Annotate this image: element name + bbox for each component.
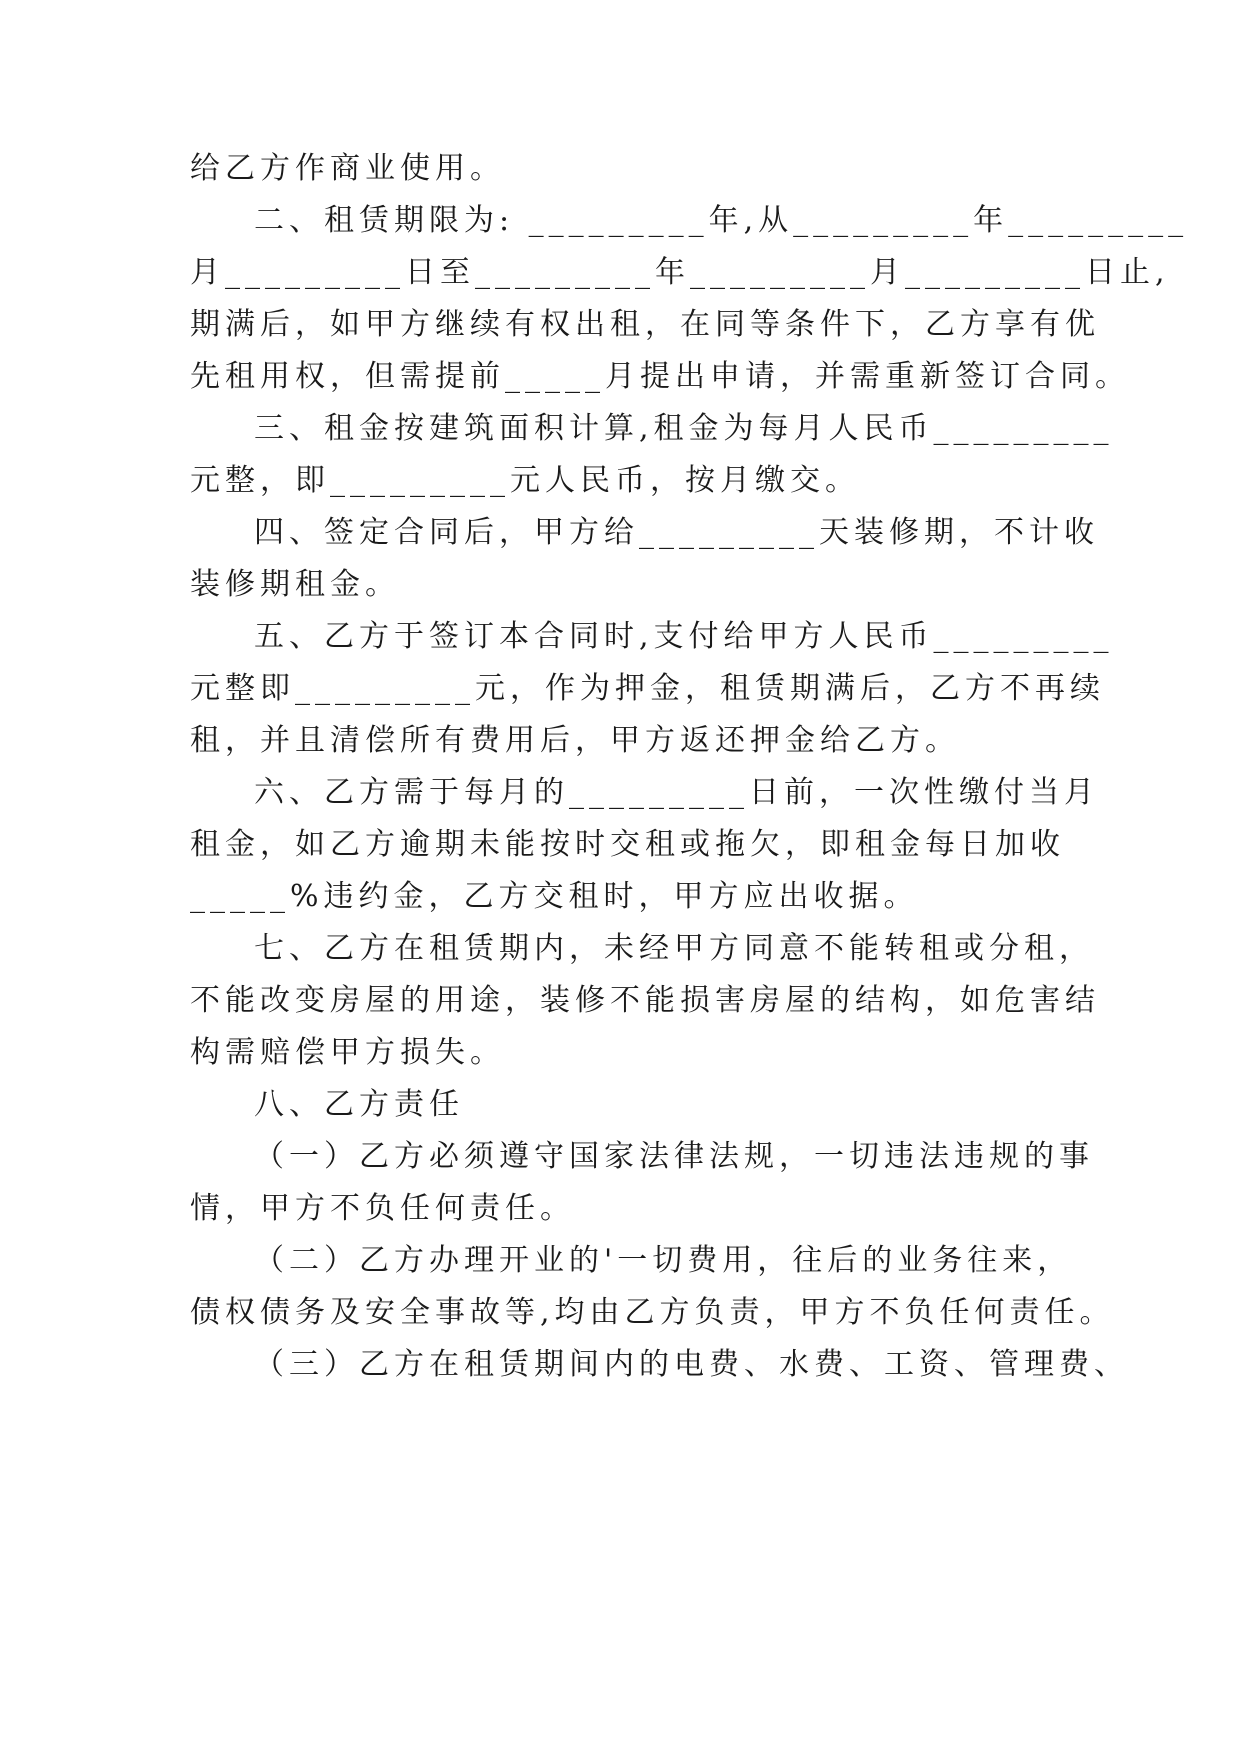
text-line: 租，并且清偿所有费用后，甲方返还押金给乙方。	[190, 723, 960, 758]
text-line: 月_________日至_________年_________月_________日止,	[190, 255, 1170, 290]
text-line: 二、租赁期限为: _________年,从_________年_________	[254, 203, 1189, 238]
text-line: 五、乙方于签订本合同时,支付给甲方人民币_________	[254, 619, 1114, 654]
text-line: 构需赔偿甲方损失。	[190, 1035, 505, 1070]
text-line: 元整，即_________元人民币，按月缴交。	[190, 463, 860, 498]
text-line: 给乙方作商业使用。	[190, 151, 505, 186]
text-line: 元整即_________元，作为押金，租赁期满后，乙方不再续	[190, 671, 1105, 706]
text-line: 装修期租金。	[190, 567, 400, 602]
text-line: 三、租金按建筑面积计算,租金为每月人民币_________	[254, 411, 1114, 446]
text-line: _____%违约金，乙方交租时，甲方应出收据。	[190, 879, 919, 914]
text-line: 七、乙方在租赁期内，未经甲方同意不能转租或分租，	[254, 931, 1094, 966]
text-line: 不能改变房屋的用途，装修不能损害房屋的结构，如危害结	[190, 983, 1100, 1018]
text-line: 先租用权，但需提前_____月提出申请，并需重新签订合同。	[190, 359, 1130, 394]
text-line: 租金，如乙方逾期未能按时交租或拖欠，即租金每日加收	[190, 827, 1065, 862]
text-line: 债权债务及安全事故等,均由乙方负责，甲方不负任何责任。	[190, 1295, 1115, 1330]
text-line: 期满后，如甲方继续有权出租，在同等条件下，乙方享有优	[190, 307, 1100, 342]
text-line: 情，甲方不负任何责任。	[190, 1191, 575, 1226]
text-line: 四、签定合同后，甲方给_________天装修期，不计收	[254, 515, 1099, 550]
text-line: 六、乙方需于每月的_________日前，一次性缴付当月	[254, 775, 1099, 810]
text-line: （二）乙方办理开业的'一切费用，往后的业务往来，	[254, 1243, 1073, 1278]
text-line: （一）乙方必须遵守国家法律法规，一切违法违规的事	[254, 1139, 1094, 1174]
section-heading: 八、乙方责任	[254, 1087, 464, 1122]
text-line: （三）乙方在租赁期间内的电费、水费、工资、管理费、	[254, 1347, 1129, 1382]
